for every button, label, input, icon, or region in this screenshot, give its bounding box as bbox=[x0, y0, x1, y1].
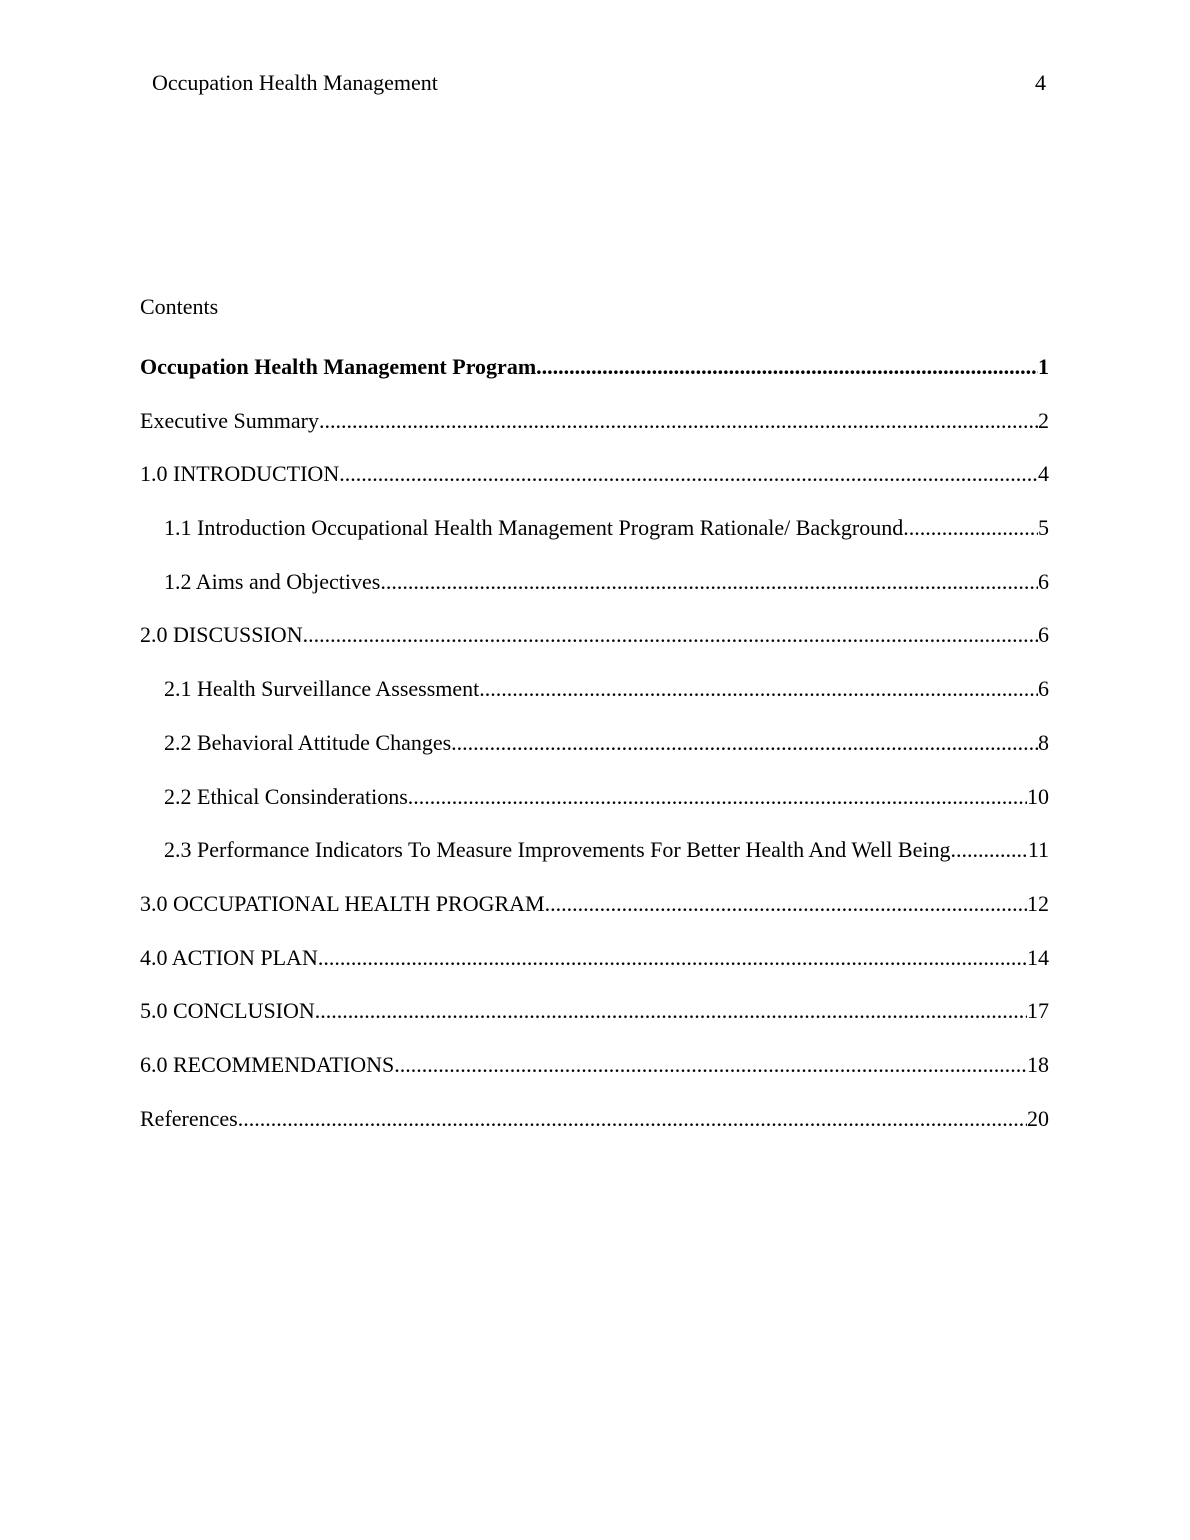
toc-entry[interactable] bbox=[140, 569, 1049, 623]
running-header-title: Occupation Health Management bbox=[152, 70, 438, 95]
toc-entry-page-number: 18 bbox=[1027, 1051, 1049, 1077]
toc-entry-page-number: 10 bbox=[1027, 783, 1049, 809]
toc-entry[interactable] bbox=[140, 354, 1049, 408]
toc-entry[interactable] bbox=[140, 676, 1049, 730]
toc-entry-label: Occupation Health Management Program bbox=[140, 354, 537, 379]
toc-entry-label: References bbox=[140, 1105, 238, 1131]
toc-entry[interactable] bbox=[140, 730, 1049, 784]
toc-entry-page-number: 4 bbox=[1038, 461, 1049, 487]
toc-entry-label: Executive Summary bbox=[140, 407, 320, 433]
toc-entry-page-number: 11 bbox=[1027, 837, 1049, 863]
toc-entry-page-number: 20 bbox=[1027, 1105, 1049, 1131]
toc-dot-leader bbox=[479, 676, 1038, 702]
toc-entry-page-number: 6 bbox=[1038, 622, 1049, 648]
toc-dot-leader bbox=[545, 891, 1027, 917]
toc-entry-label: 1.0 INTRODUCTION bbox=[140, 461, 340, 487]
toc-entry-label: 1.1 Introduction Occupational Health Management Program Rationale/ Background bbox=[164, 515, 904, 541]
toc-dot-leader bbox=[903, 515, 1038, 541]
toc-dot-leader bbox=[950, 837, 1027, 863]
toc-dot-leader bbox=[451, 730, 1038, 756]
toc-dot-leader bbox=[319, 408, 1038, 434]
toc-entry-page-number: 6 bbox=[1038, 676, 1049, 702]
toc-entry-page-number: 17 bbox=[1027, 998, 1049, 1024]
toc-dot-leader bbox=[318, 945, 1027, 971]
toc-entry[interactable] bbox=[140, 408, 1049, 462]
toc-entry[interactable] bbox=[140, 622, 1049, 676]
toc-dot-leader bbox=[238, 1106, 1027, 1132]
toc-dot-leader bbox=[394, 1052, 1027, 1078]
toc-entry[interactable] bbox=[140, 1106, 1049, 1160]
toc-entry-label: 2.0 DISCUSSION bbox=[140, 622, 303, 648]
toc-entry[interactable] bbox=[140, 461, 1049, 515]
toc-dot-leader bbox=[303, 622, 1038, 648]
toc-entry[interactable] bbox=[140, 784, 1049, 838]
toc-entry-label: 2.2 Ethical Consinderations bbox=[164, 783, 408, 809]
toc-entry[interactable] bbox=[140, 945, 1049, 999]
toc-entry-label: 2.2 Behavioral Attitude Changes bbox=[164, 729, 452, 755]
toc-entry[interactable] bbox=[140, 891, 1049, 945]
toc-entry-label: 5.0 CONCLUSION bbox=[140, 998, 315, 1024]
toc-entry-page-number: 5 bbox=[1038, 515, 1049, 541]
toc-dot-leader bbox=[339, 461, 1038, 487]
table-of-contents bbox=[140, 354, 1049, 1159]
toc-entry[interactable] bbox=[140, 515, 1049, 569]
toc-dot-leader bbox=[408, 784, 1027, 810]
toc-entry[interactable] bbox=[140, 998, 1049, 1052]
toc-entry[interactable] bbox=[140, 1052, 1049, 1106]
toc-entry-page-number: 1 bbox=[1038, 354, 1049, 379]
toc-entry-page-number: 8 bbox=[1038, 729, 1049, 755]
toc-entry-page-number: 14 bbox=[1027, 944, 1049, 970]
toc-entry-page-number: 6 bbox=[1038, 568, 1049, 594]
toc-dot-leader bbox=[380, 569, 1038, 595]
toc-entry-label: 1.2 Aims and Objectives bbox=[164, 568, 381, 594]
contents-heading: Contents bbox=[140, 294, 219, 319]
toc-dot-leader bbox=[536, 354, 1038, 380]
toc-entry-page-number: 12 bbox=[1027, 890, 1049, 916]
toc-entry-label: 6.0 RECOMMENDATIONS bbox=[140, 1051, 395, 1077]
page-number: 4 bbox=[1035, 70, 1046, 95]
toc-entry-label: 2.1 Health Surveillance Assessment bbox=[164, 676, 480, 702]
toc-entry-label: 2.3 Performance Indicators To Measure Improvements For Better Health And Well Being bbox=[164, 837, 951, 863]
toc-entry-label: 3.0 OCCUPATIONAL HEALTH PROGRAM bbox=[140, 890, 545, 916]
toc-entry[interactable] bbox=[140, 837, 1049, 891]
toc-entry-label: 4.0 ACTION PLAN bbox=[140, 944, 318, 970]
toc-dot-leader bbox=[315, 998, 1027, 1024]
toc-entry-page-number: 2 bbox=[1038, 407, 1049, 433]
page-header bbox=[152, 70, 1048, 98]
